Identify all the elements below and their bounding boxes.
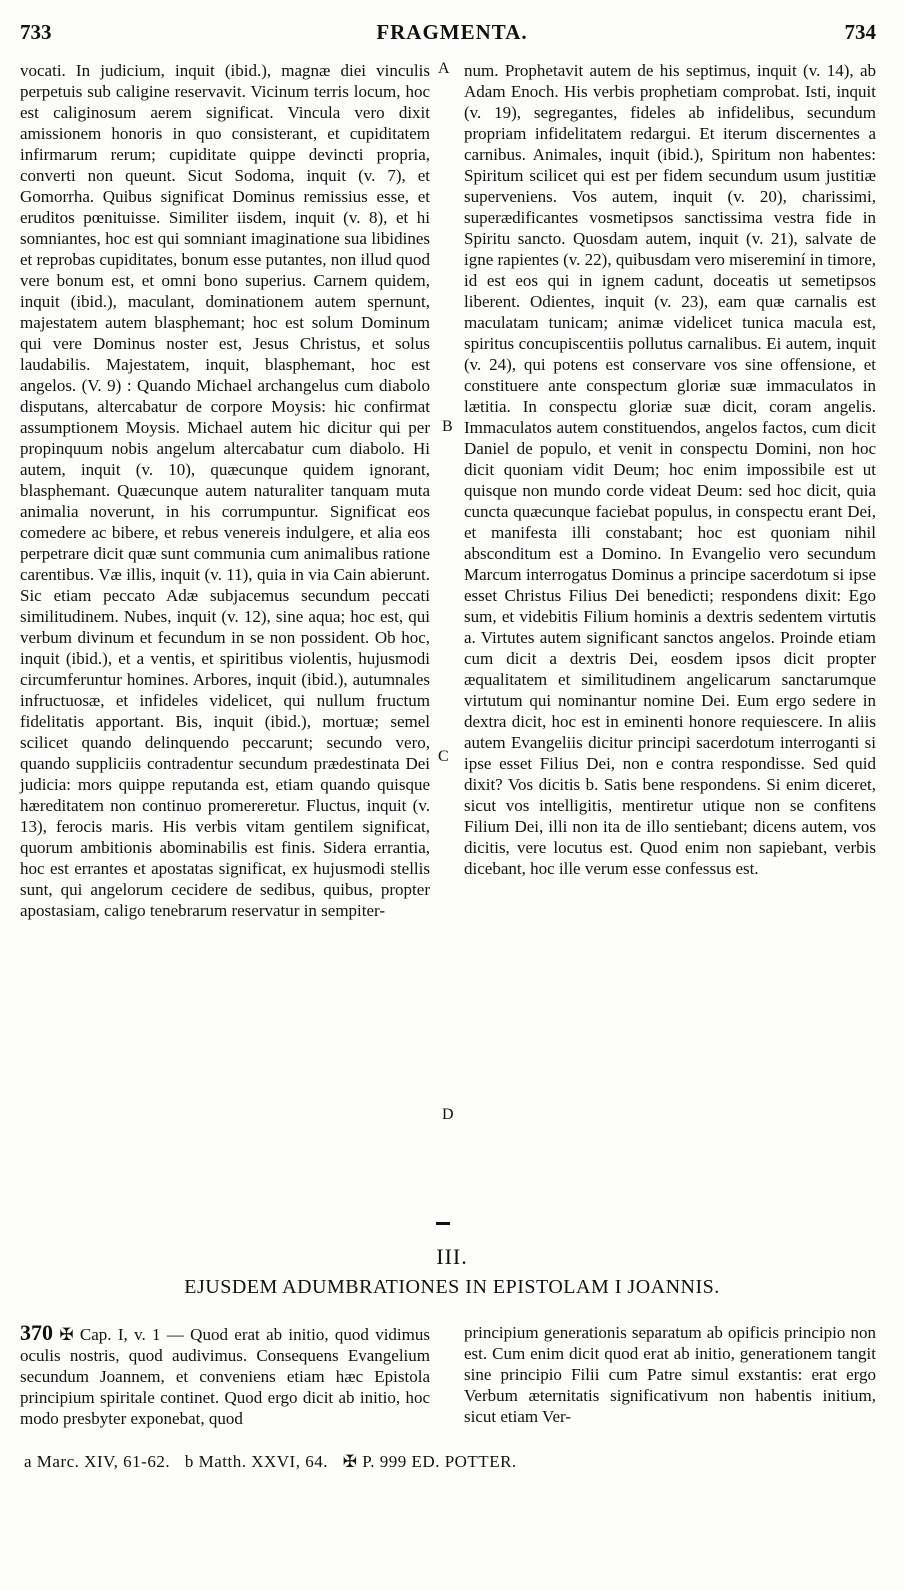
page-number-right: 734 xyxy=(844,20,876,44)
page-number-left: 733 xyxy=(20,20,52,44)
margin-marker-b: B xyxy=(442,418,453,435)
left-column xyxy=(20,60,430,921)
margin-marker-d: D xyxy=(442,1106,454,1123)
right-column-section xyxy=(464,1322,876,1427)
section-separator xyxy=(436,1222,450,1225)
margin-marker-a: A xyxy=(438,60,450,77)
right-column xyxy=(464,60,876,879)
footnote-potter: ✠ P. 999 ED. POTTER. xyxy=(342,1452,517,1471)
footnotes xyxy=(24,1452,884,1472)
left-column-text: vocati. In judicium, inquit (ibid.), magnæ diei vinculis perpetuis sub caligine reservavit. Vicinum terris locum, hoc est caliginosum aerem significat. Vincula vero dixit amissionem honoris in quo consisterant, et cupiditatem infirmarum rerum; cupiditate quippe devincti propria, converti non queunt. Sicut Sodoma, inquit (v. 7), et Gomorrha. Quibus significat Dominus remissius esse, et eruditos pœnituisse. Similiter iisdem, inquit (v. 8), et hi somniantes, hoc est qui somniant imaginatione sua libidines et reprobas cupiditates, bonum esse putantes, non illud quod vere bonum est, et omni bono superius. Carnem quidem, inquit (ibid.), maculant, dominationem autem spernunt, majestatem autem blasphemant; hoc est solum Dominum qui vere Dominus noster est, Jesus Christus, et solus laudabilis. Majestatem, inquit, blasphemant, hoc est angelos. (V. 9) : Quando Michael archangelus cum diabolo disputans, altercabatur de corpore Moysis: hic confirmat assumptionem Moysis. Michael autem hic dicitur qui per propinquum nobis angelum altercabatur cum diabolo. Hi autem, inquit (v. 10), quæcunque quidem ignorant, blasphemant. Quæcunque autem naturaliter tanquam muta animalia noverunt, in his corrumpuntur. Significat eos comedere ac bibere, et rebus venereis indulgere, et alia eos perpetrare dicit quæ sunt communia cum animalibus ratione carentibus. Væ illis, inquit (v. 11), quia in via Cain abierunt. Sic etiam peccato Adæ subjacemus secundum peccati similitudinem. Nubes, inquit (v. 12), sine aqua; hoc est, qui verbum divinum et fecundum in se non possident. Ob hoc, inquit (ibid.), et a ventis, et spiritibus violentis, hujusmodi circumferuntur homines. Arbores, inquit (ibid.), autumnales infructuosæ, et infideles videlicet, qui nullum fructum fidelitatis apportant. Bis, inquit (ibid.), mortuæ; semel scilicet quando delinquendo peccarunt; secundo vero, quando suppliciis contradentur secundum prædestinata Dei judicia: mors quippe reputanda est, etiam quando quisque hæreditatem non continuo promereretur. Fluctus, inquit (v. 13), ferocis maris. His verbis vitam gentilem significat, quorum ambitionis abominabilis est finis. Sidera errantia, hoc est errantes et apostatas significat, ex hujusmodi stellis sunt, qui angelorum cecidere de sedibus, quibus, propter apostasiam, caligo tenebrarum reservatur in sempiter- xyxy=(20,61,430,920)
running-head: FRAGMENTA. xyxy=(376,20,528,44)
left-section-text: ✠ Cap. I, v. 1 — Quod erat ab initio, quod vidimus oculis nostris, quod audivimus. Consequens Evangelium secundum Joannem, et conveniens etiam hæc Epistola principium spiritale continet. Quod ergo dicit ab initio, hoc modo presbyter exponebat, quod xyxy=(20,1325,430,1428)
left-column-section xyxy=(20,1322,430,1429)
section-title: EJUSDEM ADUMBRATIONES IN EPISTOLAM I JOANNIS. xyxy=(184,1276,720,1298)
section-number: III. xyxy=(436,1244,468,1269)
right-column-text: num. Prophetavit autem de his septimus, inquit (v. 14), ab Adam Enoch. His verbis prophetiam comprobat. Isti, inquit (v. 19), segregantes, fideles ab infidelibus, secundum propriam infidelitatem redargui. Et iterum discernentes a carnibus. Animales, inquit (ibid.), Spiritum non habentes: Spiritum scilicet qui est per fidem secundum usum justitiæ superveniens. Vos autem, inquit (v. 20), charissimi, superædificantes vosmetipsos sanctissima vestra fide in Spiritu sancto. Quosdam autem, inquit (v. 21), salvate de igne rapientes (v. 22), quibusdam vero misereminí in timore, id est eos qui in ignem cadunt, doceatis ut semetipsos liberent. Odientes, inquit (v. 23), eam quæ carnalis est maculatam tunicam; animæ videlicet tunica macula est, spiritus concupiscentiis pollutus carnalibus. Ei autem, inquit (v. 24), qui potens est conservare vos sine offensione, et constituere ante conspectum gloriæ suæ immaculatos in lætitia. In conspectu gloriæ suæ dicit, coram angelis. Immaculatos autem constituendos, angelos factos, cum dicit Daniel de populo, et venit in conspectu Domini, non hoc dicit quoniam vidit Deum; hoc enim impossibile est ut quisque non mundo corde videat Deum: sed hoc dicit, quia cuncta quæcunque faciebat populus, in conspectu erant Dei, et manifesta illi constabant; hoc est quoniam nihil absconditum est a Domino. In Evangelio vero secundum Marcum interrogatus Dominus a principe sacerdotum si ipse esset Christus Filius Dei benedicti; respondens dixit: Ego sum, et videbitis Filium hominis a dextris sedentem virtutis a. Virtutes autem significant sanctos angelos. Proinde etiam cum dicit a dextris Dei, eosdem ipsos dicit propter æqualitatem et similitudinem angelicarum sanctarumque virtutum qui nominantur nomine Dei. Eum ergo sedere in dextra dicit, hoc est in eminenti honore requiescere. In aliis autem Evangeliis dicitur principi sacerdotum interroganti si ipse esset Filius Dei, non e contra respondisse. Sed quid dixit? Vos dicitis b. Satis bene respondens. Si enim diceret, sicut vos intelligitis, mentiretur utique non se confitens Filium Dei, illi non ita de illo sentiebant; dicens autem, vos dicitis, vere locutus est. Quod enim non sapiebant, verbis dicebant, hoc ille verum esse confessus est. xyxy=(464,61,876,878)
margin-page-number: 370 xyxy=(20,1320,53,1345)
footnote-b: b Matth. XXVI, 64. xyxy=(184,1452,328,1471)
margin-marker-c: C xyxy=(438,748,449,765)
footnote-a: a Marc. XIV, 61-62. xyxy=(24,1452,171,1471)
right-section-text: principium generationis separatum ab opificis principio non est. Cum enim dicit quod erat ab initio, generationem tangit sine principio Filii cum Patre simul exstantis: erat ergo Verbum æternitatis significativum non habentis initium, sicut etiam Ver- xyxy=(464,1323,876,1426)
